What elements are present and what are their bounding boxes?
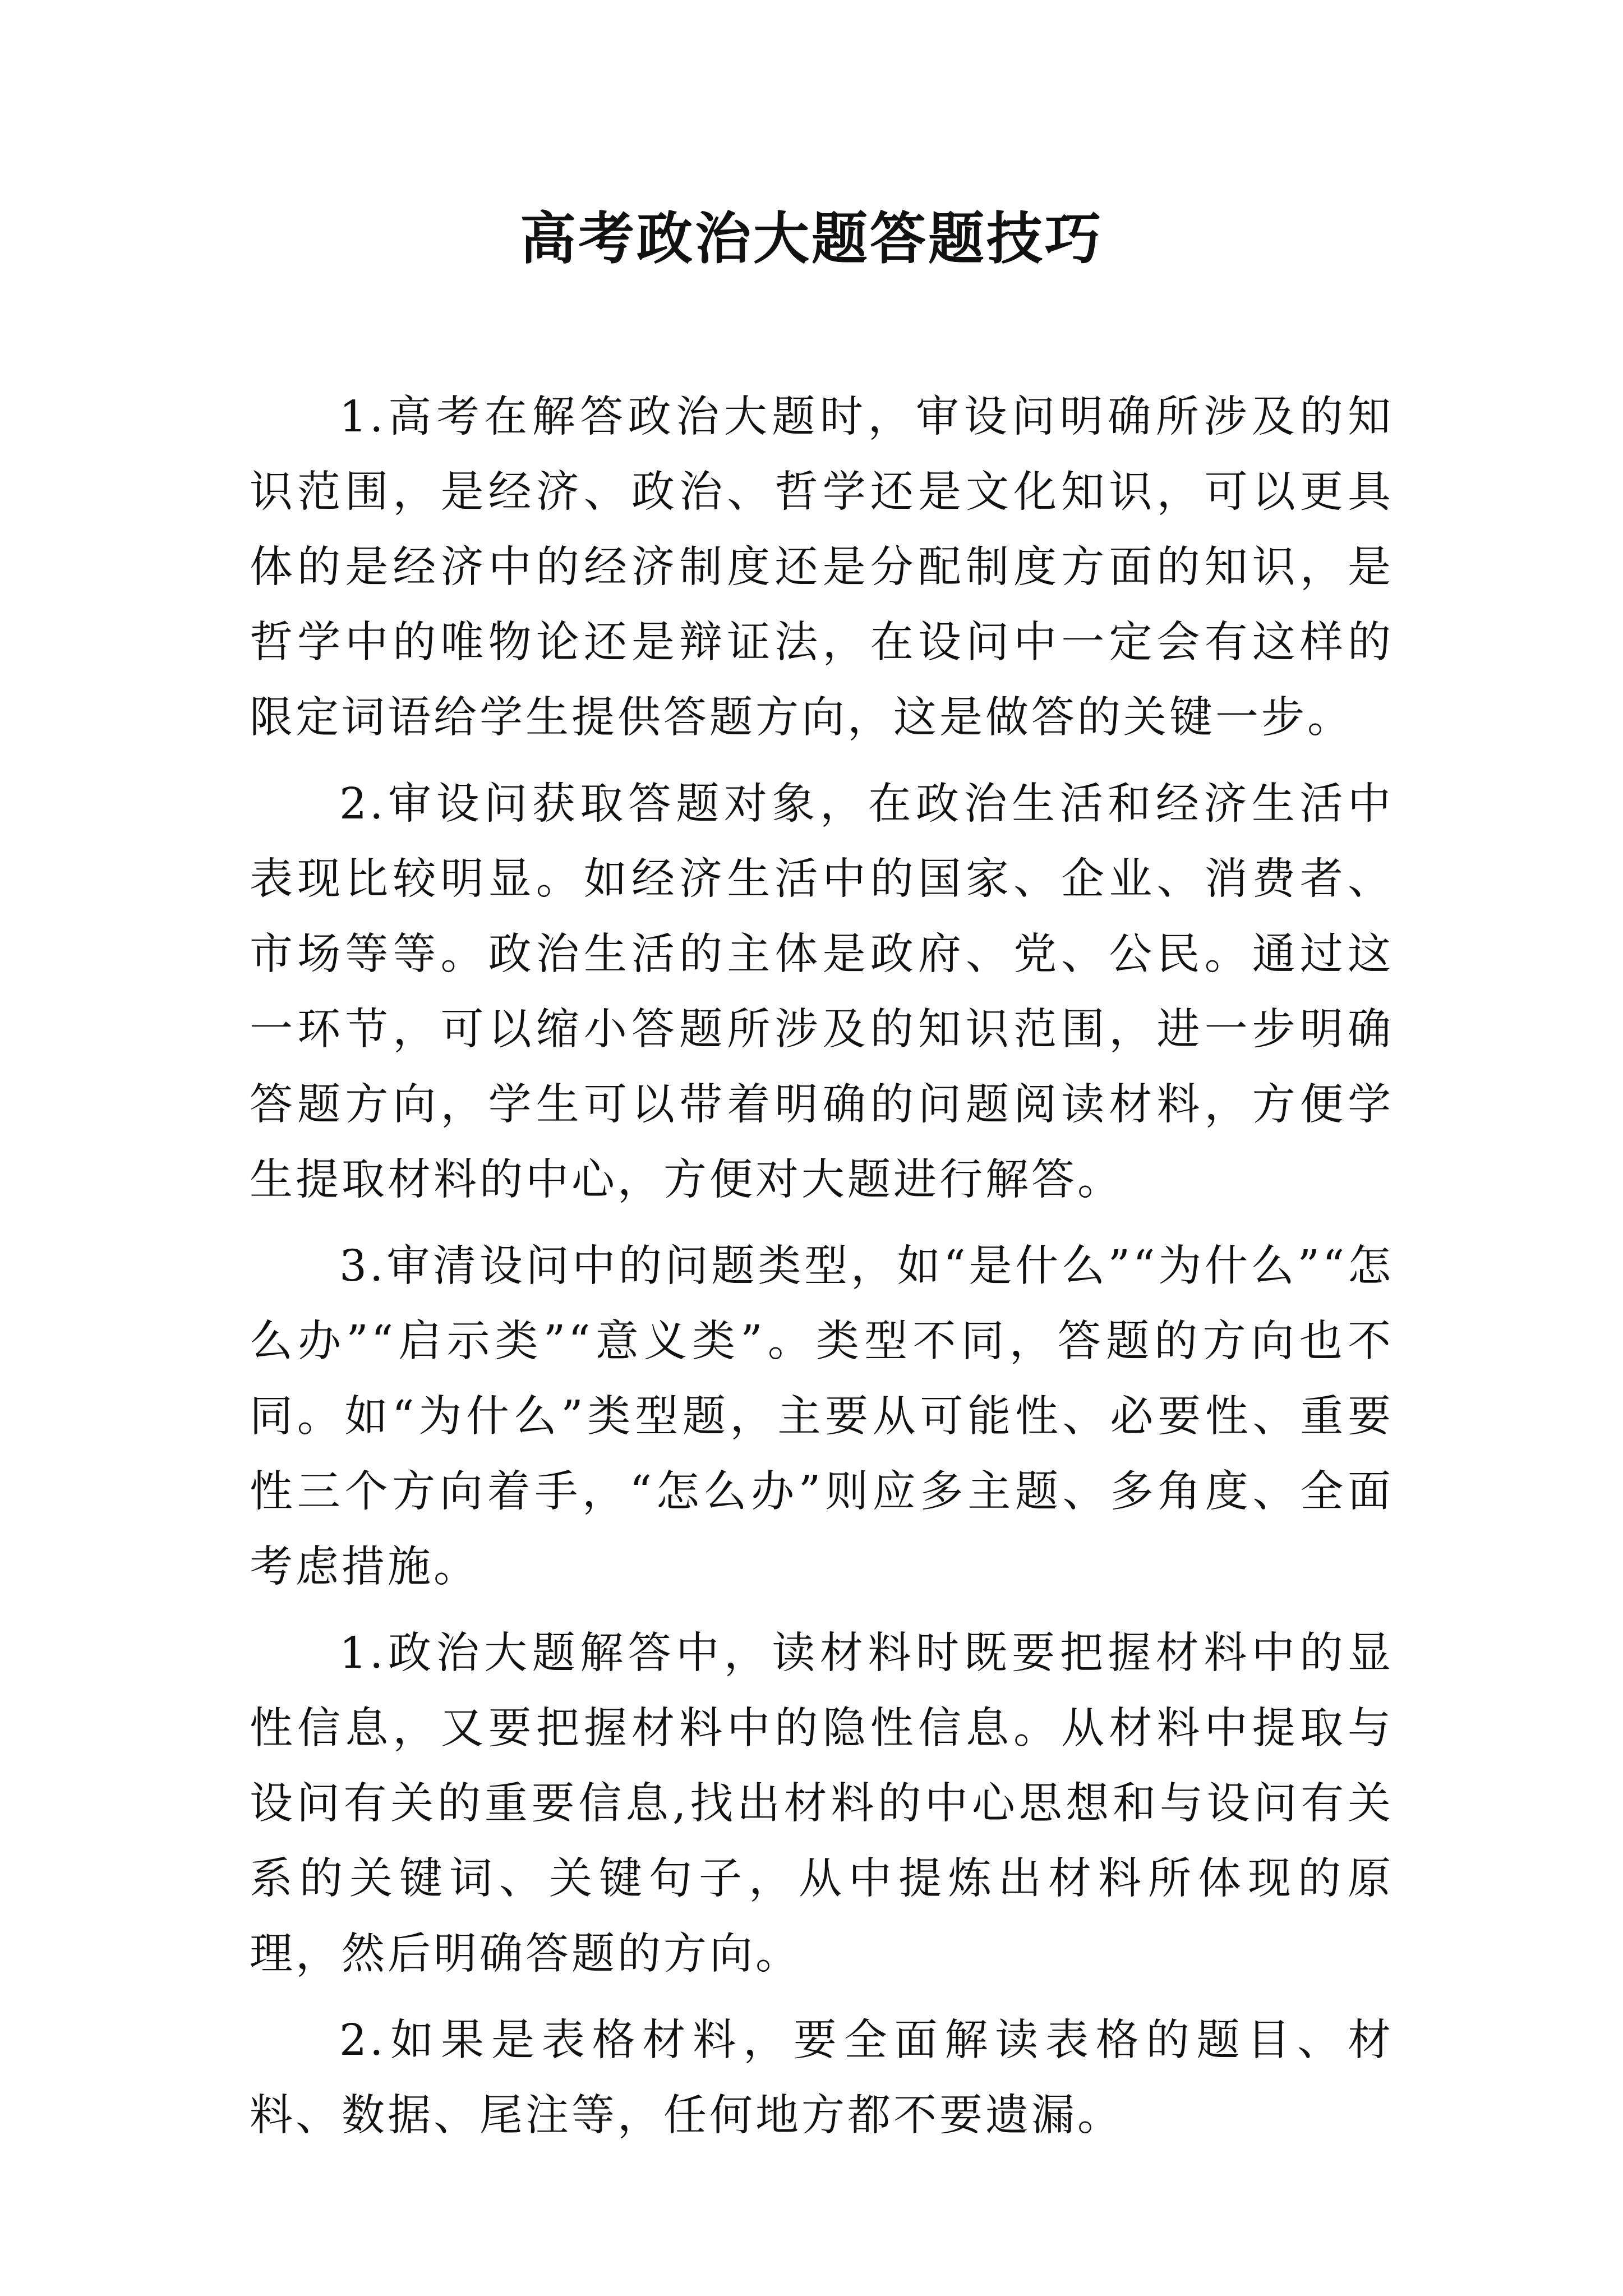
paragraph: 1.政治大题解答中，读材料时既要把握材料中的显性信息，又要把握材料中的隐性信息。从材料中提取与设问有关的重要信息,找出材料的中心思想和与设问有关系的关键词、关键句子，从中提炼出材料所体现的原理，然后明确答题的方向。	[250, 1628, 1394, 1979]
document-body	[250, 380, 1394, 2154]
paragraph: 2.如果是表格材料，要全面解读表格的题目、材料、数据、尾注等，任何地方都不要遗漏。	[250, 2016, 1394, 2141]
document-title: 高考政治大题答题技巧	[520, 205, 1103, 272]
paragraph: 2.审设问获取答题对象，在政治生活和经济生活中表现比较明显。如经济生活中的国家、企业、消费者、市场等等。政治生活的主体是政府、党、公民。通过这一环节，可以缩小答题所涉及的知识范围，进一步明确答题方向，学生可以带着明确的问题阅读材料，方便学生提取材料的中心，方便对大题进行解答。	[250, 779, 1394, 1205]
paragraph: 1.高考在解答政治大题时，审设问明确所涉及的知识范围，是经济、政治、哲学还是文化知识，可以更具体的是经济中的经济制度还是分配制度方面的知识，是哲学中的唯物论还是辩证法，在设问中一定会有这样的限定词语给学生提供答题方向，这是做答的关键一步。	[250, 392, 1394, 743]
paragraph: 3.审清设问中的问题类型，如“是什么”“为什么”“怎么办”“启示类”“意义类”。类型不同，答题的方向也不同。如“为什么”类型题，主要从可能性、必要性、重要性三个方向着手，“怎么办”则应多主题、多角度、全面考虑措施。	[250, 1241, 1394, 1592]
